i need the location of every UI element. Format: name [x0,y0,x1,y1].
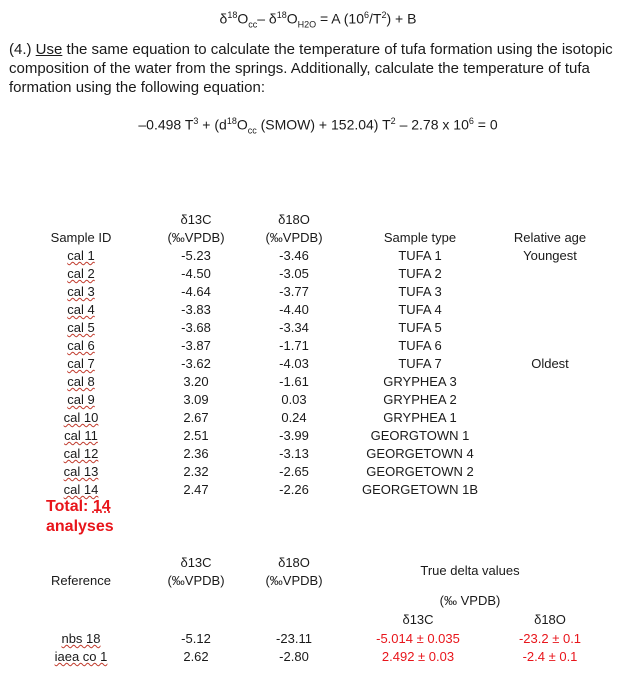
sample-d18o: -1.71 [279,338,309,353]
sample-d13c: 2.32 [183,464,209,479]
sample-d13c: -3.62 [181,356,211,371]
sample-d13c: -4.64 [181,284,211,299]
sample-type: TUFA 5 [398,320,442,335]
ref-true-d13c: 2.492 ± 0.03 [381,649,455,664]
header-d13c-symbol: δ13C [180,212,212,227]
sample-type: TUFA 4 [398,302,442,317]
sample-age: Youngest [523,248,577,263]
sample-d18o: -2.26 [279,482,309,497]
ref-d13c: 2.62 [183,649,209,664]
sample-d18o: -3.77 [279,284,309,299]
sample-type: TUFA 3 [398,284,442,299]
ref-header-d18o-symbol: δ18O [278,555,310,570]
sample-d13c: -5.23 [181,248,211,263]
header-d13c-unit: (‰VPDB) [167,230,225,245]
sample-id: cal 3 [67,284,95,299]
ref-header-label: Reference [51,573,111,588]
sample-type: GRYPHEA 1 [383,410,457,425]
sample-type: GEORGETOWN 1B [361,482,479,497]
ref-true-d18o: -2.4 ± 0.1 [522,649,578,664]
ref-header-d13c-unit: (‰VPDB) [167,573,225,588]
true-values-title: True delta values [420,563,520,578]
sample-d18o: -2.65 [279,464,309,479]
ref-id: iaea co 1 [54,649,108,664]
sample-d18o: -3.99 [279,428,309,443]
sample-d13c: -3.68 [181,320,211,335]
ref-d18o: -23.11 [276,631,312,646]
ref-d13c: -5.12 [181,631,211,646]
sample-d13c: -4.50 [181,266,211,281]
true-d13c-header: δ13C [402,612,434,627]
sample-id: cal 7 [67,356,95,371]
header-sample-id: Sample ID [50,230,112,245]
sample-age: Oldest [531,356,569,371]
sample-d18o: -1.61 [279,374,309,389]
total-analyses: Total: 14 analyses [46,498,114,535]
sample-d13c: 2.51 [183,428,209,443]
sample-type: TUFA 7 [398,356,442,371]
true-values-unit: (‰ VPDB) [439,593,501,608]
temperature-equation: –0.498 $T^3 + (d^{18}O_{cc}$ (SMOW) + 152.04) $T^2 - 2.78$ x $10^6 = 0$ [138,116,498,136]
true-d18o-header: δ18O [534,612,566,627]
sample-type: GRYPHEA 3 [383,374,457,389]
ref-header-d13c-symbol: δ13C [180,555,212,570]
header-d18o-symbol: δ18O [278,212,310,227]
sample-d13c: 3.20 [183,374,209,389]
sample-id: cal 12 [63,446,99,461]
header-relative-age: Relative age [513,230,587,245]
sample-id: cal 10 [63,410,99,425]
sample-d13c: 2.67 [183,410,209,425]
sample-d13c: 3.09 [183,392,209,407]
sample-type: GRYPHEA 2 [383,392,457,407]
sample-id: cal 6 [67,338,95,353]
sample-d13c: 2.47 [183,482,209,497]
header-sample-type: Sample type [383,230,457,245]
sample-d13c: 2.36 [183,446,209,461]
sample-d18o: -3.34 [279,320,309,335]
sample-id: cal 2 [67,266,95,281]
header-d18o-unit: (‰VPDB) [265,230,323,245]
ref-d18o: -2.80 [279,649,309,664]
sample-id: cal 14 [63,482,99,497]
sample-id: cal 13 [63,464,99,479]
sample-id: cal 4 [67,302,95,317]
sample-type: GEORGETOWN 4 [366,446,474,461]
sample-d18o: 0.03 [281,392,307,407]
sample-type: GEORGTOWN 1 [370,428,470,443]
ref-id: nbs 18 [61,631,101,646]
question-paragraph: (4.) Use the same equation to calculate the temperature of tufa formation using the isotopic composition of the water from the springs. Additionally, calculate the temperature of tufa formation using the following equation: [9,41,613,96]
sample-id: cal 11 [64,428,98,443]
use-word: Use [35,41,63,58]
sample-id: cal 8 [67,374,95,389]
ref-true-d18o: -23.2 ± 0.1 [518,631,582,646]
ref-header-d18o-unit: (‰VPDB) [265,573,323,588]
ref-true-d13c: -5.014 ± 0.035 [376,631,460,646]
sample-d18o: -3.05 [279,266,309,281]
sample-type: TUFA 2 [398,266,442,281]
sample-id: cal 9 [67,392,95,407]
sample-d18o: -4.40 [279,302,309,317]
sample-id: cal 5 [67,320,95,335]
sample-d13c: -3.87 [181,338,211,353]
sample-d18o: -3.46 [279,248,309,263]
header-equation: $\delta^{18}O_{cc}-$ $\delta^{18}O_{H2O} = A$ $(10^6/T^2) + B$ [219,10,417,30]
sample-type: TUFA 1 [398,248,442,263]
sample-type: TUFA 6 [398,338,442,353]
sample-id: cal 1 [67,248,95,263]
sample-type: GEORGETOWN 2 [366,464,474,479]
sample-d18o: -4.03 [279,356,309,371]
sample-d18o: -3.13 [279,446,309,461]
sample-d13c: -3.83 [181,302,211,317]
sample-d18o: 0.24 [281,410,307,425]
